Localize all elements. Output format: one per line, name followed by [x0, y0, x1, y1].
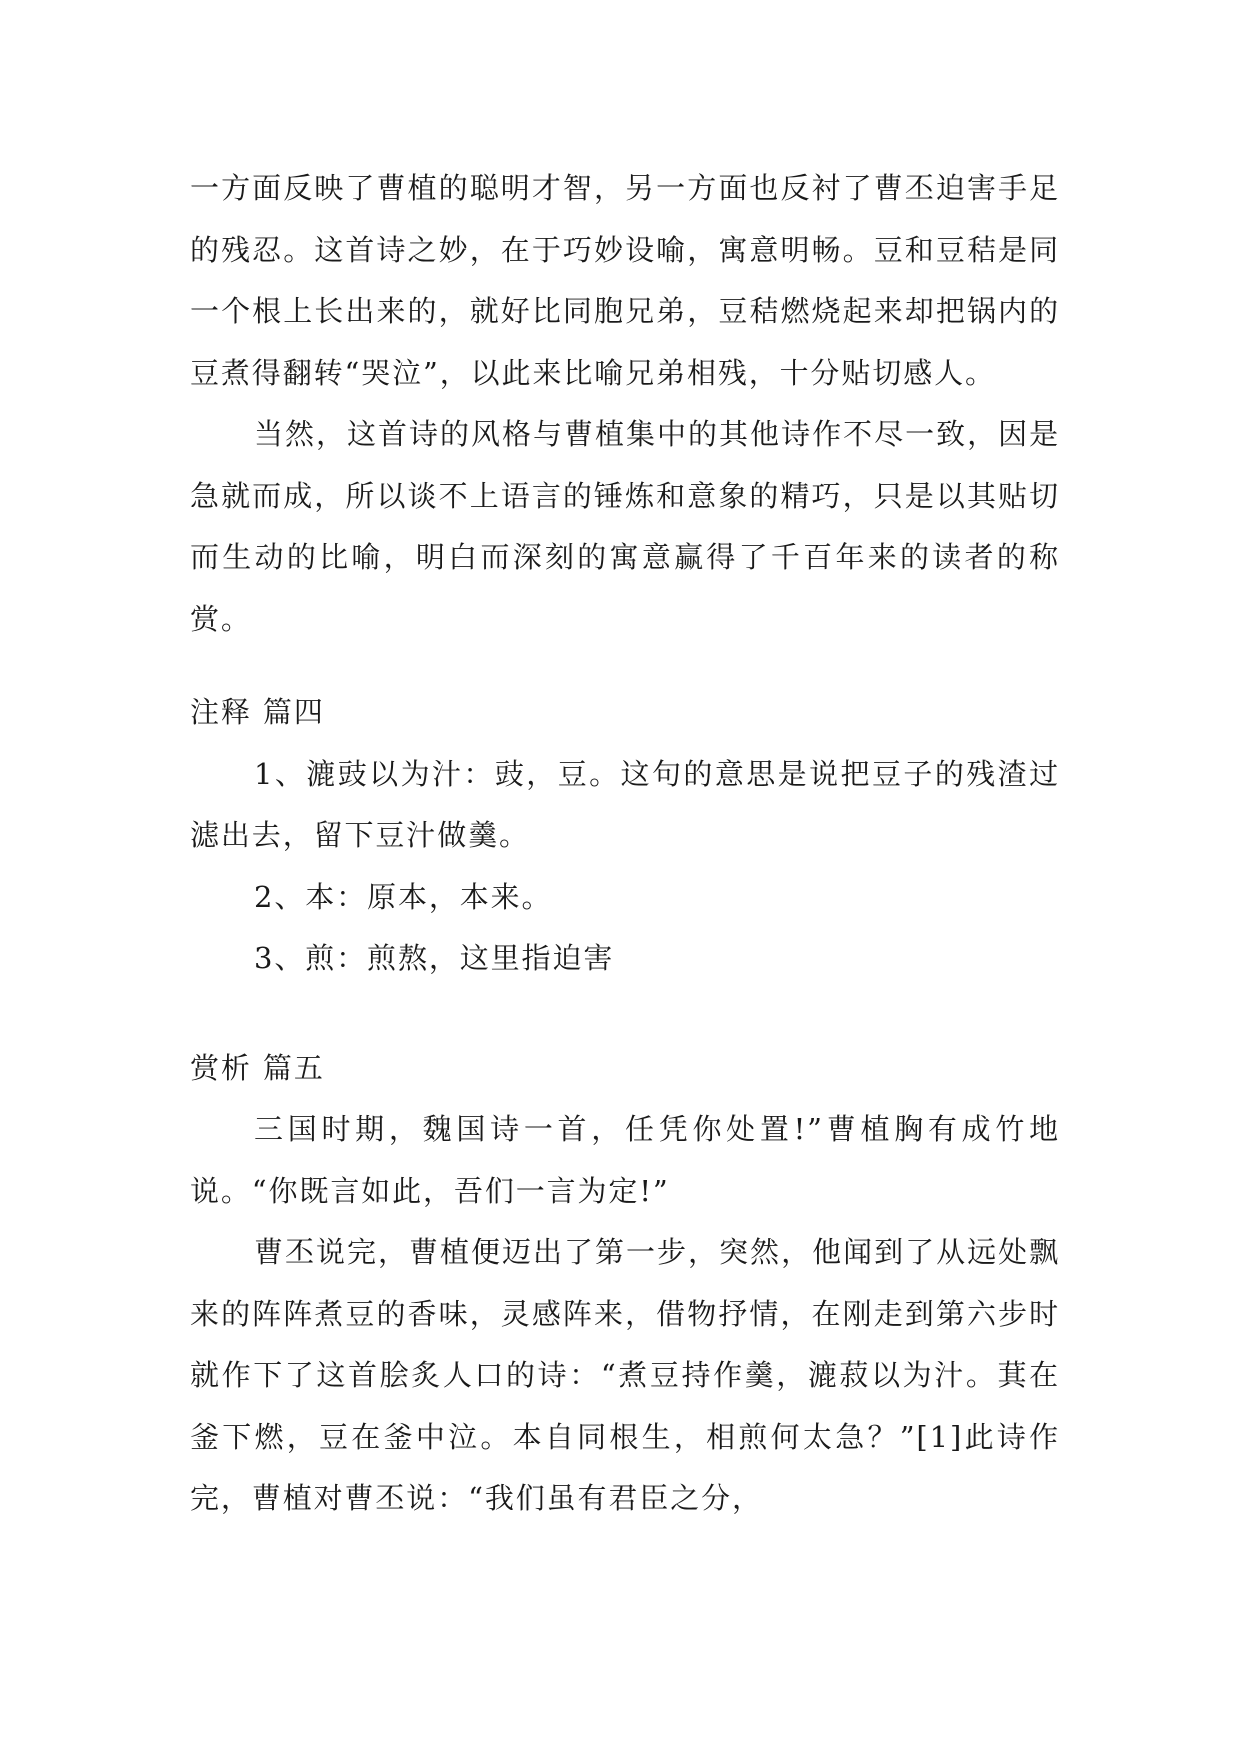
- body-paragraph: 曹丕说完，曹植便迈出了第一步，突然，他闻到了从远处飘来的阵阵煮豆的香味，灵感阵来，借物抒情，在刚走到第六步时就作下了这首脍炙人口的诗：“煮豆持作羹，漉菽以为汁。萁在釜下燃，豆在釜中泣。本自同根生，相煎何太急？”[1]此诗作完，曹植对曹丕说：“我们虽有君臣之分，: [190, 1235, 1060, 1515]
- section-spacer: [190, 990, 1060, 1038]
- section-heading: 注释 篇四: [190, 695, 325, 729]
- body-paragraph: 一方面反映了曹植的聪明才智，另一方面也反衬了曹丕迫害手足的残忍。这首诗之妙，在于巧妙设喻，寓意明畅。豆和豆秸是同一个根上长出来的，就好比同胞兄弟，豆秸燃烧起来却把锅内的豆煮得翻转“哭泣”，以此来比喻兄弟相残，十分贴切感人。: [190, 171, 1060, 390]
- body-paragraph: 当然，这首诗的风格与曹植集中的其他诗作不尽一致，因是急就而成，所以谈不上语言的锤炼和意象的精巧，只是以其贴切而生动的比喻，明白而深刻的寓意赢得了千百年来的读者的称赏。: [190, 417, 1060, 636]
- annotation-item: 3、煎：煎熬，这里指迫害: [254, 941, 615, 975]
- body-paragraph: 三国时期，魏国诗一首，任凭你处置!”曹植胸有成竹地说。“你既言如此，吾们一言为定!”: [190, 1112, 1060, 1208]
- section-heading: 赏析 篇五: [190, 1050, 325, 1085]
- annotation-item: 2、本：原本，本来。: [254, 879, 553, 914]
- section-spacer: [190, 650, 1060, 682]
- annotation-item: 1、漉豉以为汁：豉，豆。这句的意思是说把豆子的残渣过滤出去，留下豆汁做羹。: [190, 756, 1060, 852]
- page-body: [190, 158, 1060, 1530]
